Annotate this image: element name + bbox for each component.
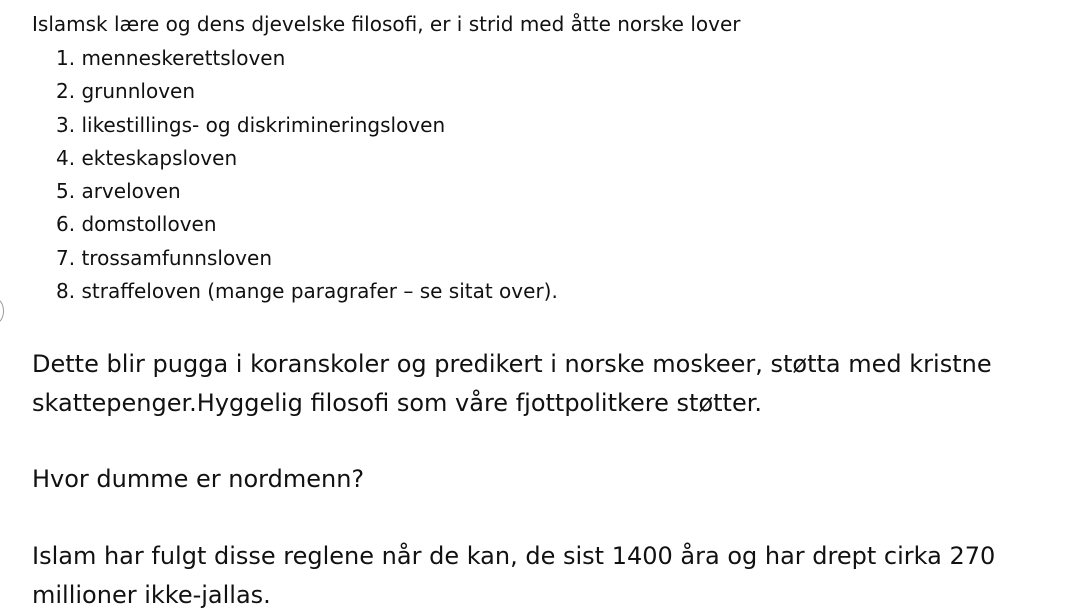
list-item-number: 2. [56,79,76,104]
list-item-text: grunnloven [81,79,196,104]
paragraph-question: Hvor dumme er nordmenn? [32,465,365,493]
list-item [56,109,558,142]
paragraph-history: Islam har fulgt disse reglene når de kan, de sist 1400 åra og har drept cirka 270 millioner ikke-jallas. [32,542,996,609]
list-item-number: 4. [56,145,76,170]
list-item-number: 6. [56,212,76,237]
paragraph-koranskoler: Dette blir pugga i koranskoler og predikert i norske moskeer, støtta med kristne skattepenger.Hyggelig filosofi som våre fjottpolitkere støtter. [32,350,992,417]
list-item-text: straffeloven (mange paragrafer – se sitat over). [81,279,558,304]
list-item [56,75,558,108]
list-item-text: domstolloven [81,212,217,237]
list-item [56,142,558,175]
list-item-number: 5. [56,179,76,204]
list-item-text: menneskerettsloven [81,46,286,70]
intro-line: Islamsk lære og dens djevelske filosofi, er i strid med åtte norske lover [32,12,741,36]
list-item-text: ekteskapsloven [81,145,238,170]
list-item-number: 3. [56,112,76,137]
list-item [56,275,558,308]
list-item-text: likestillings- og diskrimineringsloven [81,112,446,137]
list-item-number: 7. [56,245,76,270]
law-list [56,42,558,308]
partial-circle-icon [0,298,4,324]
list-item-text: arveloven [81,179,181,204]
list-item [56,175,558,208]
list-item [56,208,558,241]
list-item-number: 8. [56,279,76,304]
list-item [56,242,558,275]
list-item-number: 1. [56,46,76,70]
list-item-text: trossamfunnsloven [81,245,272,270]
list-item [56,42,558,75]
